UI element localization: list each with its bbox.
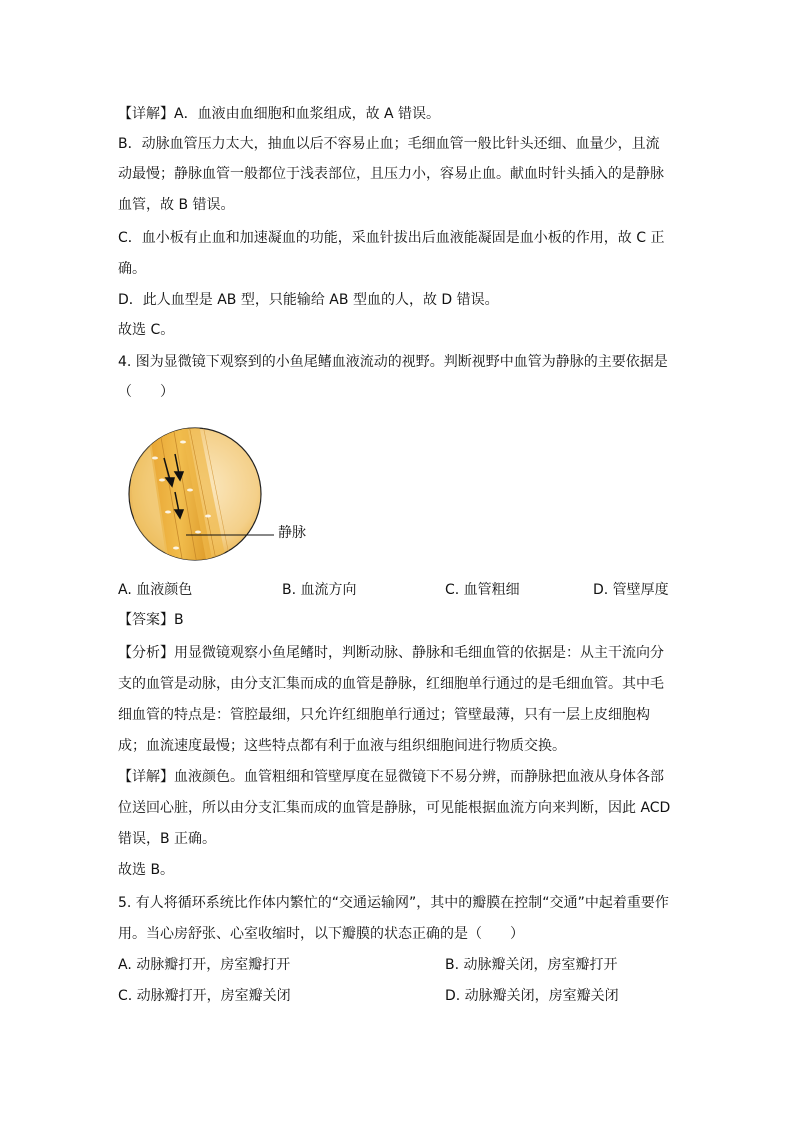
q4-detail-line: 位送回心脏，所以由分支汇集而成的血管是静脉，可见能根据血流方向来判断，因此 ACD xyxy=(118,800,671,816)
q4-analysis-line: 支的血管是动脉，由分支汇集而成的血管是静脉，红细胞单行通过的是毛细血管。其中毛 xyxy=(118,676,664,692)
q4-option-a: A. 血液颜色 xyxy=(118,582,193,598)
q3-detail-line: 动最慢；静脉血管一般都位于浅表部位，且压力小，容易止血。献血时针头插入的是静脉 xyxy=(118,166,664,182)
q5-option-d: D. 动脉瓣关闭，房室瓣关闭 xyxy=(445,988,619,1004)
q3-detail-line: C．血小板有止血和加速凝血的功能，采血针拔出后血液能凝固是血小板的作用，故 C 正 xyxy=(118,230,665,246)
q4-option-b: B. 血流方向 xyxy=(282,582,357,598)
q3-conclusion: 故选 C。 xyxy=(118,322,175,338)
q5-option-a: A. 动脉瓣打开，房室瓣打开 xyxy=(118,957,291,973)
q4-detail-line: 【详解】血液颜色。血管粗细和管壁厚度在显微镜下不易分辨，而静脉把血液从身体各部 xyxy=(118,769,664,785)
q3-detail-line: 【详解】A．血液由血细胞和血浆组成，故 A 错误。 xyxy=(118,106,441,122)
q4-option-c: C. 血管粗细 xyxy=(445,582,520,598)
q4-analysis-line: 【分析】用显微镜观察小鱼尾鳍时，判断动脉、静脉和毛细血管的依据是：从主干流向分 xyxy=(118,645,664,661)
q4-detail-line: 错误，B 正确。 xyxy=(118,831,217,847)
q4-stem-blank: （ ） xyxy=(118,384,174,400)
q3-detail-line: B．动脉血管压力太大，抽血以后不容易止血；毛细血管一般比针头还细、血量少，且流 xyxy=(118,136,660,152)
q4-conclusion: 故选 B。 xyxy=(118,862,175,878)
q3-detail-line: 确。 xyxy=(118,261,146,277)
q5-option-b: B. 动脉瓣关闭，房室瓣打开 xyxy=(445,957,618,973)
q4-analysis-line: 成；血流速度最慢；这些特点都有利于血液与组织细胞间进行物质交换。 xyxy=(118,738,566,754)
q4-stem: 4. 图为显微镜下观察到的小鱼尾鳍血液流动的视野。判断视野中血管为静脉的主要依据是 xyxy=(118,354,668,370)
microscope-view-figure xyxy=(128,420,328,570)
q4-answer: 【答案】B xyxy=(118,612,184,628)
q4-option-d: D. 管壁厚度 xyxy=(593,582,669,598)
vein-label: 静脉 xyxy=(278,525,306,541)
q3-detail-line: D．此人血型是 AB 型，只能输给 AB 型血的人，故 D 错误。 xyxy=(118,292,499,308)
q5-stem: 5. 有人将循环系统比作体内繁忙的“交通运输网”，其中的瓣膜在控制“交通”中起着重要作 xyxy=(118,895,669,911)
q5-option-c: C. 动脉瓣打开，房室瓣关闭 xyxy=(118,988,291,1004)
q4-analysis-line: 细血管的特点是：管腔最细，只允许红细胞单行通过；管壁最薄，只有一层上皮细胞构 xyxy=(118,707,650,723)
q5-stem: 用。当心房舒张、心室收缩时，以下瓣膜的状态正确的是（ ） xyxy=(118,926,524,942)
q3-detail-line: 血管，故 B 错误。 xyxy=(118,197,235,213)
